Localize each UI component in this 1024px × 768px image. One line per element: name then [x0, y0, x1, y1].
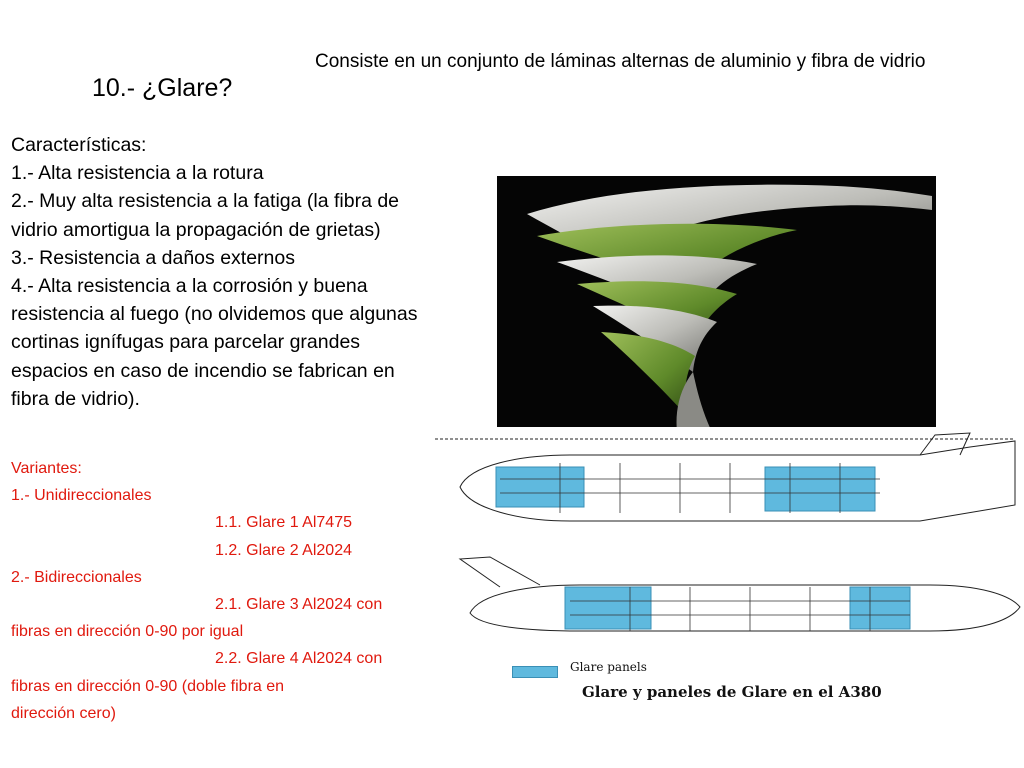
feature-line: 2.- Muy alta resistencia a la fatiga (la fibra de — [11, 190, 400, 213]
feature-line: vidrio amortigua la propagación de grietas) — [11, 218, 381, 241]
variant-line: fibras en dirección 0-90 (doble fibra en — [11, 677, 285, 695]
glare-panel-swatch — [512, 666, 558, 678]
glare-panel-upper-1 — [496, 467, 584, 507]
feature-line: cortinas ignífugas para parcelar grandes — [11, 331, 361, 354]
lower-fuselage — [460, 557, 1020, 631]
features-heading: Características: — [11, 134, 147, 156]
variant-line: 2.1. Glare 3 Al2024 con — [215, 596, 383, 614]
diagram-caption: Glare y paneles de Glare en el A380 — [582, 683, 882, 701]
variants-heading: Variantes: — [11, 460, 82, 477]
laminate-illustration — [497, 176, 936, 432]
glare-panel-lower-2 — [850, 587, 910, 629]
feature-line: 3.- Resistencia a daños externos — [11, 246, 295, 269]
feature-line: 1.- Alta resistencia a la rotura — [11, 162, 264, 185]
feature-line: espacios en caso de incendio se fabrican en — [11, 359, 395, 382]
intro-text: Consiste en un conjunto de láminas alternas de aluminio y fibra de vidrio — [315, 51, 926, 72]
variant-line: 1.2. Glare 2 Al2024 — [215, 541, 352, 559]
variants-list — [11, 455, 441, 727]
variant-line: 1.- Unidireccionales — [11, 487, 152, 505]
glare-panel-upper-2 — [765, 467, 875, 511]
glare-laminate-photo — [497, 176, 936, 432]
variant-line: dirección cero) — [11, 704, 116, 722]
variant-line: 2.- Bidireccionales — [11, 568, 142, 586]
glare-panel-legend: Glare panels — [570, 660, 647, 674]
slide-title: 10.- ¿Glare? — [92, 74, 233, 102]
features-list — [11, 131, 506, 413]
variant-line: 2.2. Glare 4 Al2024 con — [215, 650, 383, 668]
a380-glare-diagram — [430, 427, 1024, 712]
variant-line: fibras en dirección 0-90 por igual — [11, 623, 244, 641]
glare-panel-lower-1 — [565, 587, 651, 629]
variant-line: 1.1. Glare 1 Al7475 — [215, 514, 352, 532]
feature-line: resistencia al fuego (no olvidemos que algunas — [11, 303, 418, 326]
feature-line: fibra de vidrio). — [11, 387, 140, 410]
feature-line: 4.- Alta resistencia a la corrosión y buena — [11, 275, 368, 298]
